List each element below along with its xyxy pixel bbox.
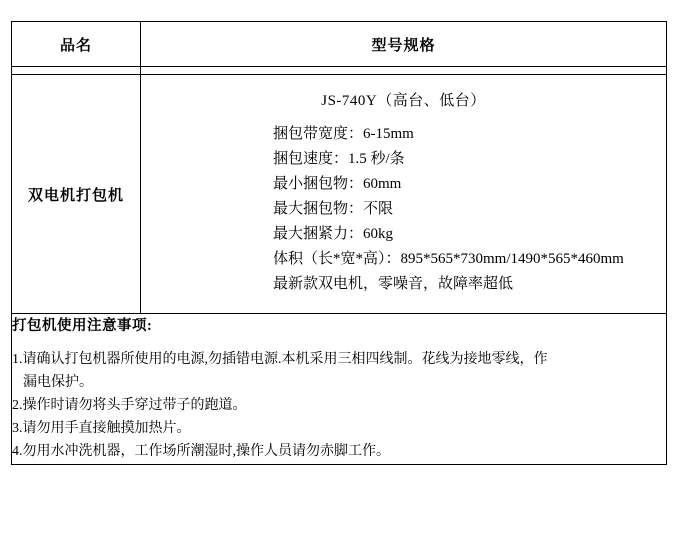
spec-line: 最大捆包物：不限 <box>273 201 394 217</box>
usage-notes-title: 打包机使用注意事项: <box>12 318 153 334</box>
note-line: 3.请勿用手直接触摸加热片。 <box>12 421 191 436</box>
spacer-cell-left <box>12 67 141 75</box>
spec-line: 最大捆紧力：60kg <box>273 226 394 242</box>
note-line: 漏电保护。 <box>23 375 93 390</box>
spec-line: 最新款双电机，零噪音，故障率超低 <box>273 276 514 292</box>
spec-line: 捆包速度：1.5 秒/条 <box>273 151 405 167</box>
spacer-cell-right <box>141 67 667 75</box>
notes-row <box>12 314 667 465</box>
table-row <box>12 75 667 314</box>
product-spec-cell <box>141 75 667 314</box>
usage-notes-cell <box>12 314 667 465</box>
note-line: 2.操作时请勿将头手穿过带子的跑道。 <box>12 398 247 413</box>
column-header-spec: 型号规格 <box>141 22 667 67</box>
model-title: JS-740Y（高台、低台） <box>321 93 486 109</box>
product-spec-table <box>11 21 667 465</box>
note-line: 4.勿用水冲洗机器，工作场所潮湿时,操作人员请勿赤脚工作。 <box>12 444 390 459</box>
product-name-cell: 双电机打包机 <box>12 75 141 314</box>
note-line: 1.请确认打包机器所使用的电源,勿插错电源.本机采用三相四线制。花线为接地零线，作 <box>12 352 548 367</box>
spec-line: 最小捆包物：60mm <box>273 176 402 192</box>
column-header-name: 品名 <box>12 22 141 67</box>
spec-line: 捆包带宽度：6-15mm <box>273 126 414 142</box>
table-header-row <box>12 22 667 67</box>
spec-line-list <box>141 122 666 297</box>
spec-line: 体积（长*宽*高）：895*565*730mm/1490*565*460mm <box>273 251 624 267</box>
table-spacer-row <box>12 67 667 75</box>
